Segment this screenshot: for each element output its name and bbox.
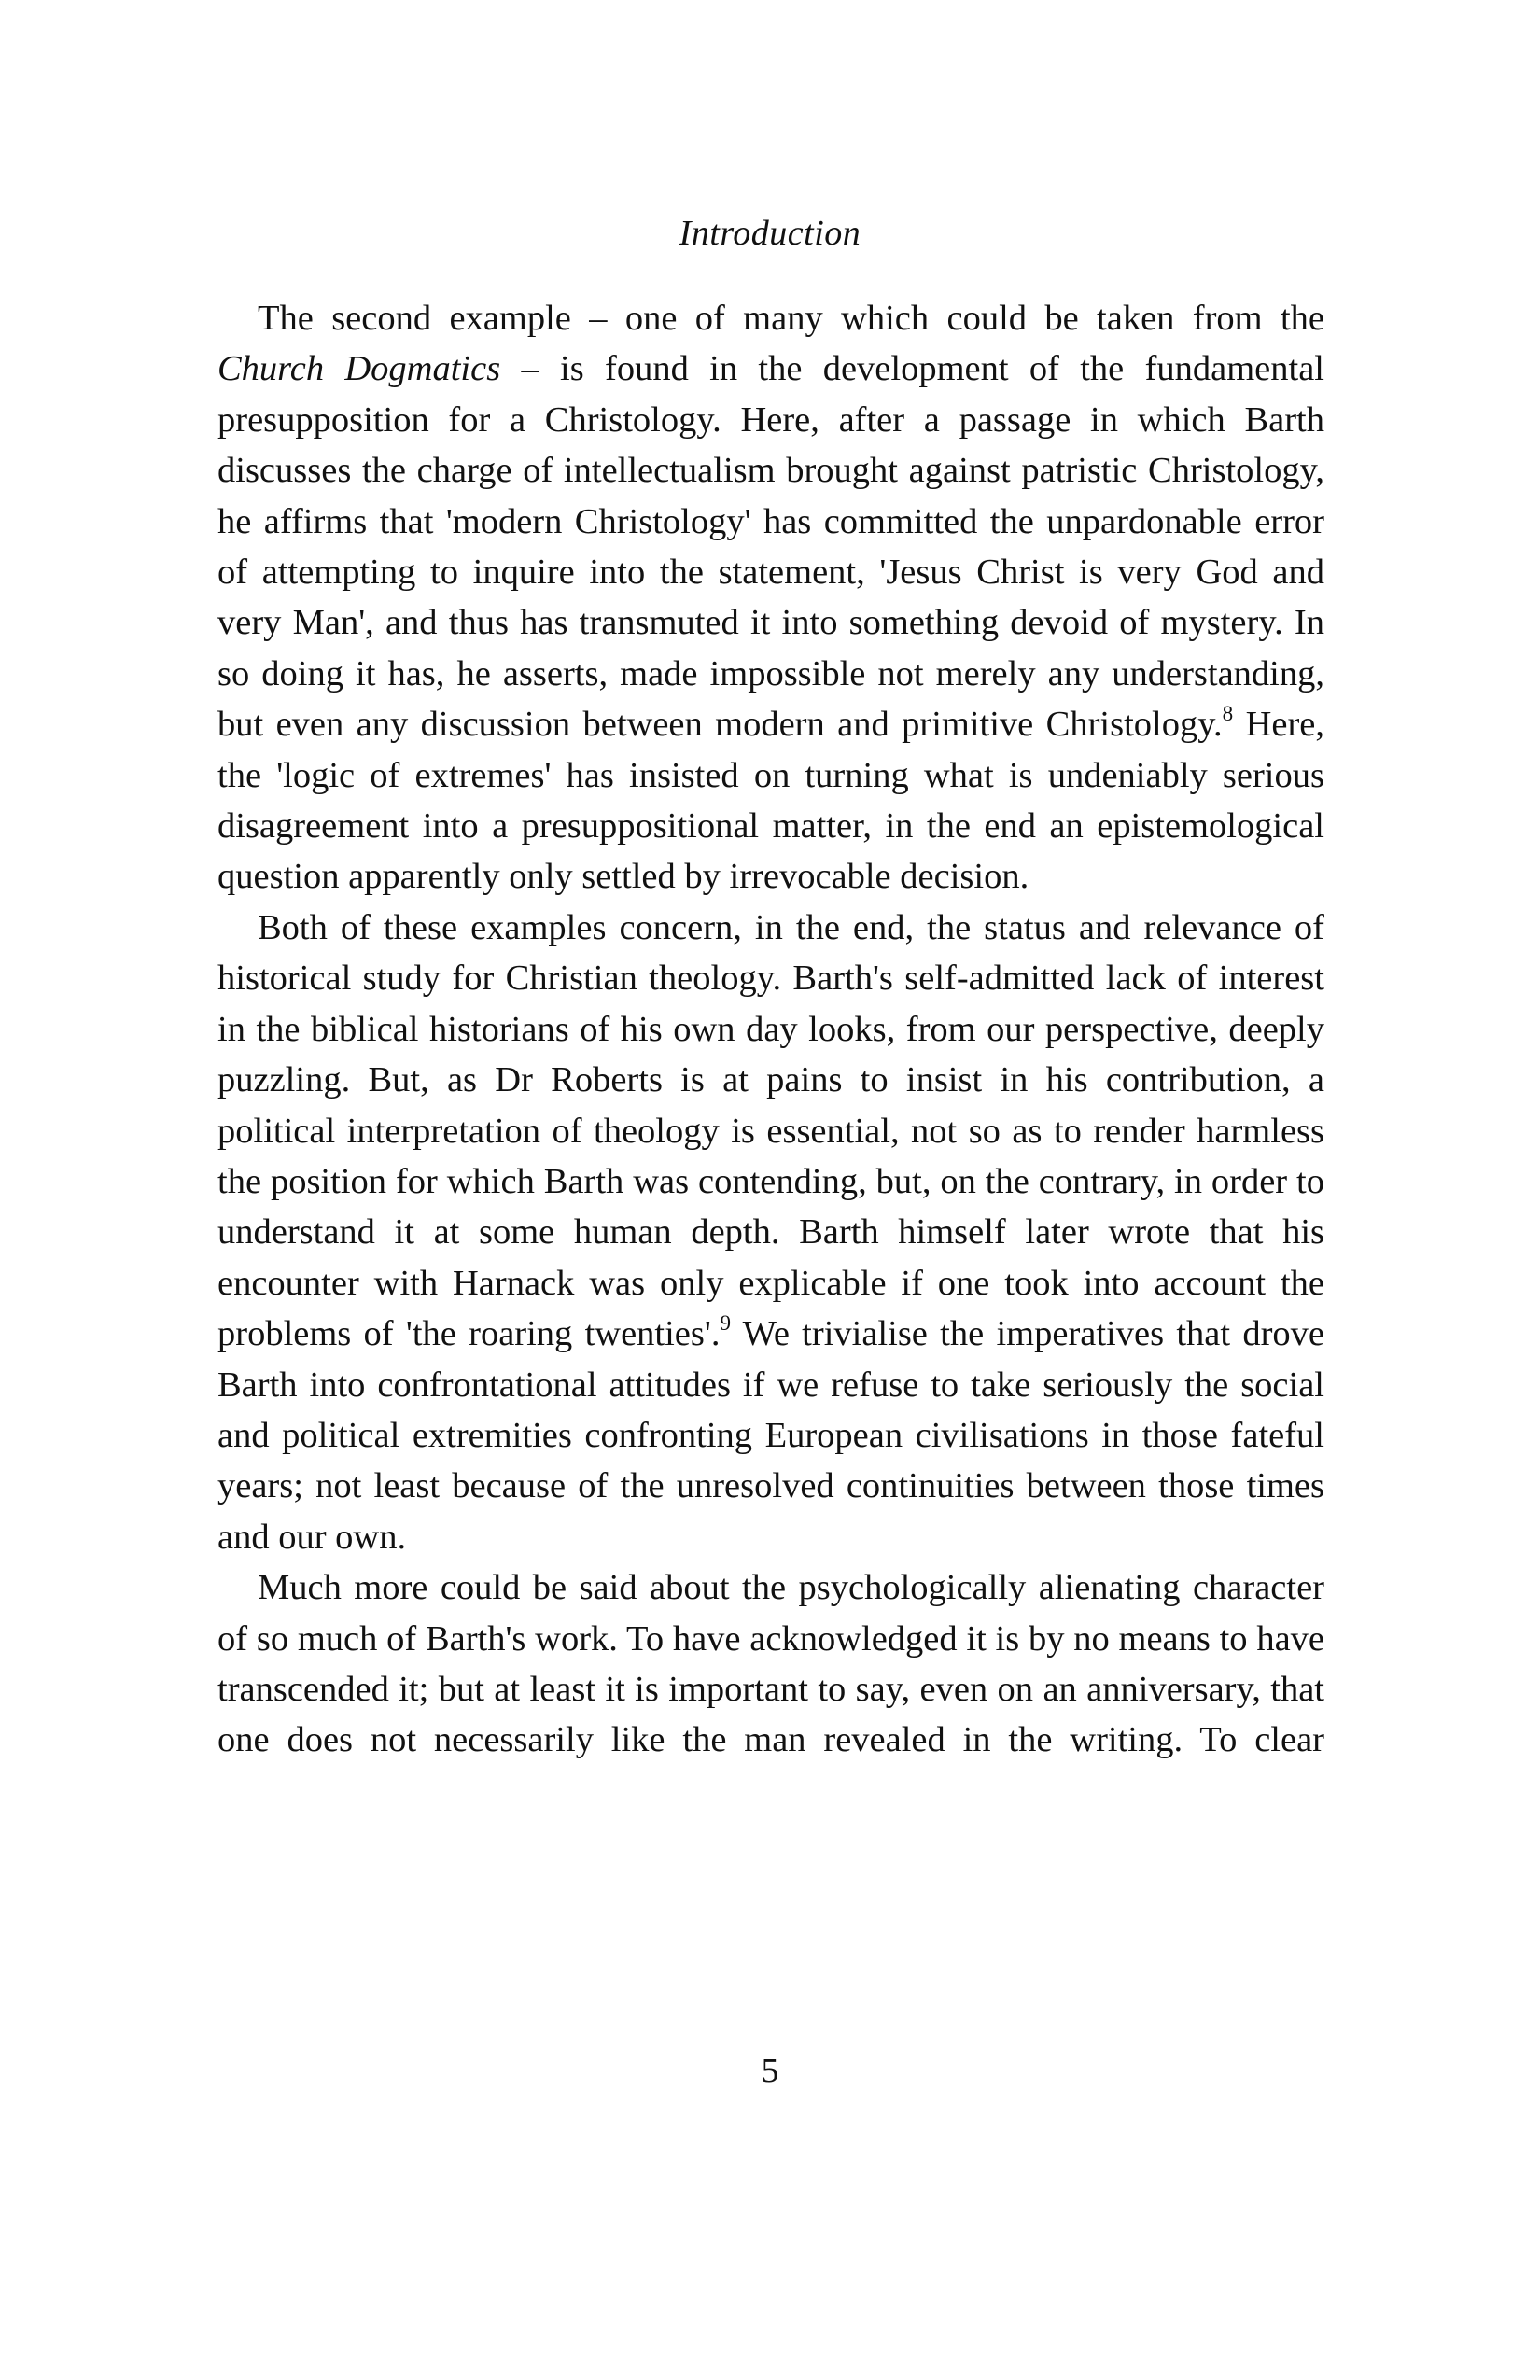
paragraph-1: [217, 293, 1324, 903]
paragraph-1-text-b: – is found in the development of the fundamental presupposition for a Christology. Here, after a passage in which Barth discusses the charge of intellectualism brought against patristic Christology, he affirms that 'modern Christology' has committed the unpardonable error of attempting to inquire into the statement, 'Jesus Christ is very God and very Man', and thus has transmuted it into something devoid of mystery. In so doing it has, he asserts, made impossible not merely any understanding, but even any discussion between modern and primitive Christology.: [217, 349, 1324, 745]
paragraph-2-text-b: We trivialise the imperatives that drove Barth into confrontational attitudes if we refuse to take seriously the social and political extremities confronting European civilisations in those fateful years; not least because of the unresolved continuities between those times and our own.: [217, 1314, 1325, 1557]
paragraph-3: [217, 1562, 1324, 1766]
running-head: Introduction: [679, 214, 861, 253]
paragraph-2: [217, 903, 1324, 1562]
paragraph-1-text-c: Here, the 'logic of extremes' has insisted on turning what is undeniably serious disagreement into a presuppositional matter, in the end an epistemological question apparently only settled by irrevocable decision.: [217, 705, 1324, 897]
paragraph-1-text-a: The second example – one of many which could be taken from the: [258, 299, 1324, 338]
paragraph-2-text-a: Both of these examples concern, in the end, the status and relevance of historical study for Christian theology. Barth's self-admitted lack of interest in the biblical historians of his own day looks, from our perspective, deeply puzzling. But, as Dr Roberts is at pains to insist in his contribution, a political interpretation of theology is essential, not so as to render harmless the position for which Barth was contending, but, on the contrary, in order to understand it at some human depth. Barth himself later wrote that his encounter with Harnack was only explicable if one took into account the problems of 'the roaring twenties'.: [217, 907, 1324, 1354]
footnote-ref-9[interactable]: 9: [720, 1309, 731, 1335]
page-number: 5: [761, 2051, 779, 2091]
footnote-ref-8[interactable]: 8: [1222, 701, 1234, 726]
paragraph-3-text: Much more could be said about the psychologically alienating character of so much of Barth's work. To have acknowledged it is by no means to have transcended it; but at least it is important to say, even on an anniversary, that one does not necessarily like the man revealed in the writing. To clear: [217, 1568, 1324, 1760]
book-title-church-dogmatics: Church Dogmatics: [217, 349, 501, 389]
body-text: [217, 293, 1324, 1766]
